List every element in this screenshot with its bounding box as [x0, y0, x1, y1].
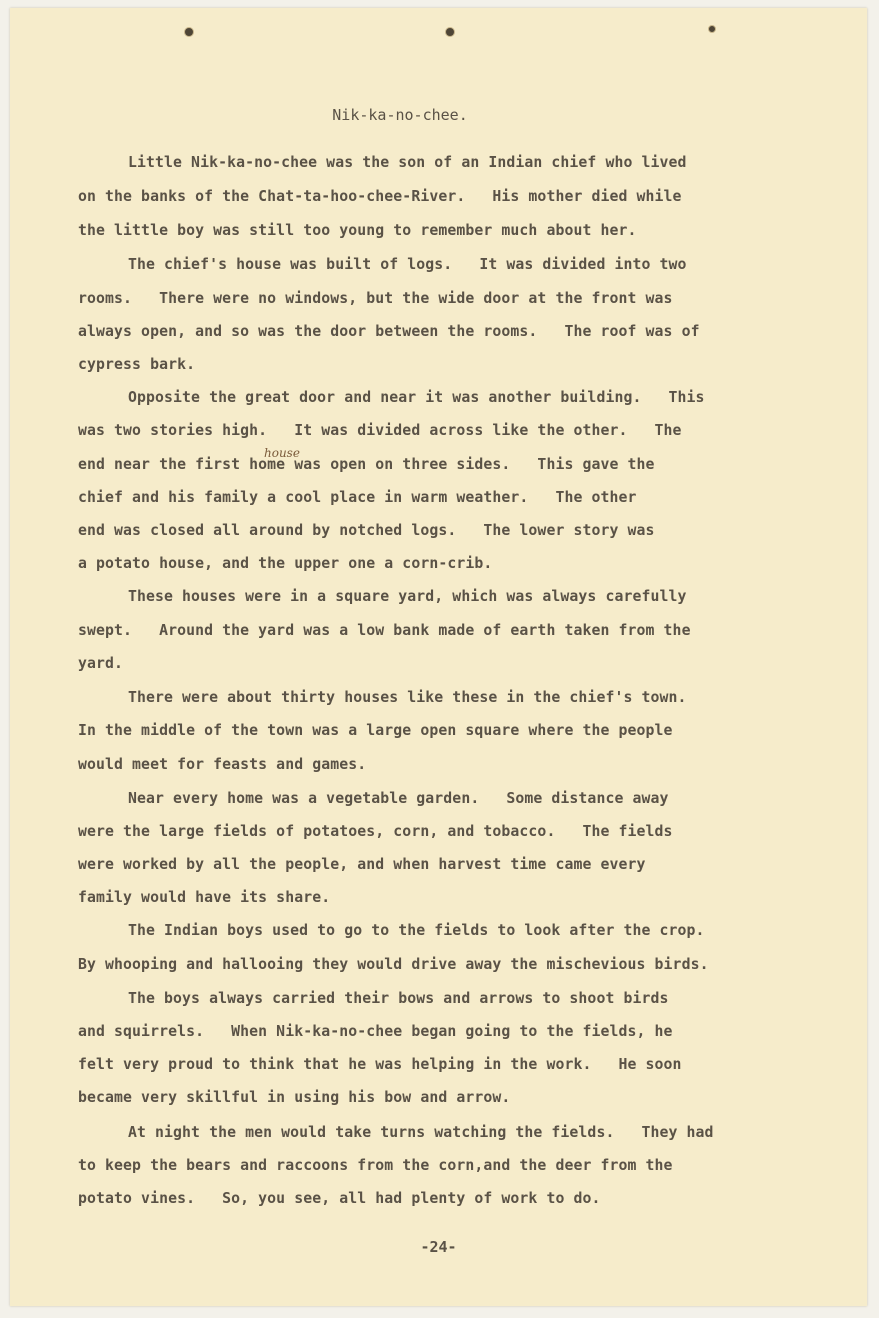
page-number: -24-	[420, 1238, 457, 1256]
punch-hole-icon	[708, 25, 716, 33]
text-line: By whooping and hallooing they would drive away the mischevious birds.	[78, 956, 709, 973]
text-line: There were about thirty houses like these in the chief's town.	[128, 689, 687, 706]
text-line: chief and his family a cool place in warm weather. The other	[78, 489, 637, 506]
punch-hole-icon	[184, 27, 194, 37]
text-line: was two stories high. It was divided across like the other. The	[78, 422, 682, 439]
text-line: to keep the bears and raccoons from the corn,and the deer from the	[78, 1157, 673, 1174]
text-line: rooms. There were no windows, but the wide door at the front was	[78, 290, 673, 307]
page-title: Nik-ka-no-chee.	[332, 106, 468, 124]
text-line: These houses were in a square yard, which was always carefully	[128, 588, 687, 605]
text-line: became very skillful in using his bow and arrow.	[78, 1089, 511, 1106]
text-line: family would have its share.	[78, 889, 331, 906]
text-line: always open, and so was the door between the rooms. The roof was of	[78, 323, 700, 340]
text-line: Little Nik-ka-no-chee was the son of an Indian chief who lived	[128, 154, 687, 171]
punch-hole-icon	[445, 27, 455, 37]
document-page	[10, 8, 867, 1306]
text-line: cypress bark.	[78, 356, 196, 373]
text-line: The chief's house was built of logs. It was divided into two	[128, 256, 687, 273]
text-line: on the banks of the Chat-ta-hoo-chee-River. His mother died while	[78, 188, 682, 205]
text-line: were worked by all the people, and when harvest time came every	[78, 856, 646, 873]
text-line: were the large fields of potatoes, corn, and tobacco. The fields	[78, 823, 673, 840]
text-line: end was closed all around by notched logs. The lower story was	[78, 522, 655, 539]
text-line: swept. Around the yard was a low bank made of earth taken from the	[78, 622, 691, 639]
text-line: and squirrels. When Nik-ka-no-chee began going to the fields, he	[78, 1023, 673, 1040]
text-line: At night the men would take turns watching the fields. They had	[128, 1124, 714, 1141]
text-line: Near every home was a vegetable garden. Some distance away	[128, 790, 669, 807]
text-line: The Indian boys used to go to the fields to look after the crop.	[128, 922, 705, 939]
text-line: felt very proud to think that he was helping in the work. He soon	[78, 1056, 682, 1073]
text-line: end near the first home was open on three sides. This gave the	[78, 456, 655, 473]
text-line: yard.	[78, 655, 124, 672]
text-line: potato vines. So, you see, all had plenty of work to do.	[78, 1190, 601, 1207]
text-line: would meet for feasts and games.	[78, 756, 367, 773]
text-line: the little boy was still too young to remember much about her.	[78, 222, 637, 239]
text-line: Opposite the great door and near it was another building. This	[128, 389, 705, 406]
text-line: The boys always carried their bows and arrows to shoot birds	[128, 990, 669, 1007]
text-line: a potato house, and the upper one a corn-crib.	[78, 555, 493, 572]
handwritten-annotation: house	[264, 446, 300, 460]
text-line: In the middle of the town was a large open square where the people	[78, 722, 673, 739]
